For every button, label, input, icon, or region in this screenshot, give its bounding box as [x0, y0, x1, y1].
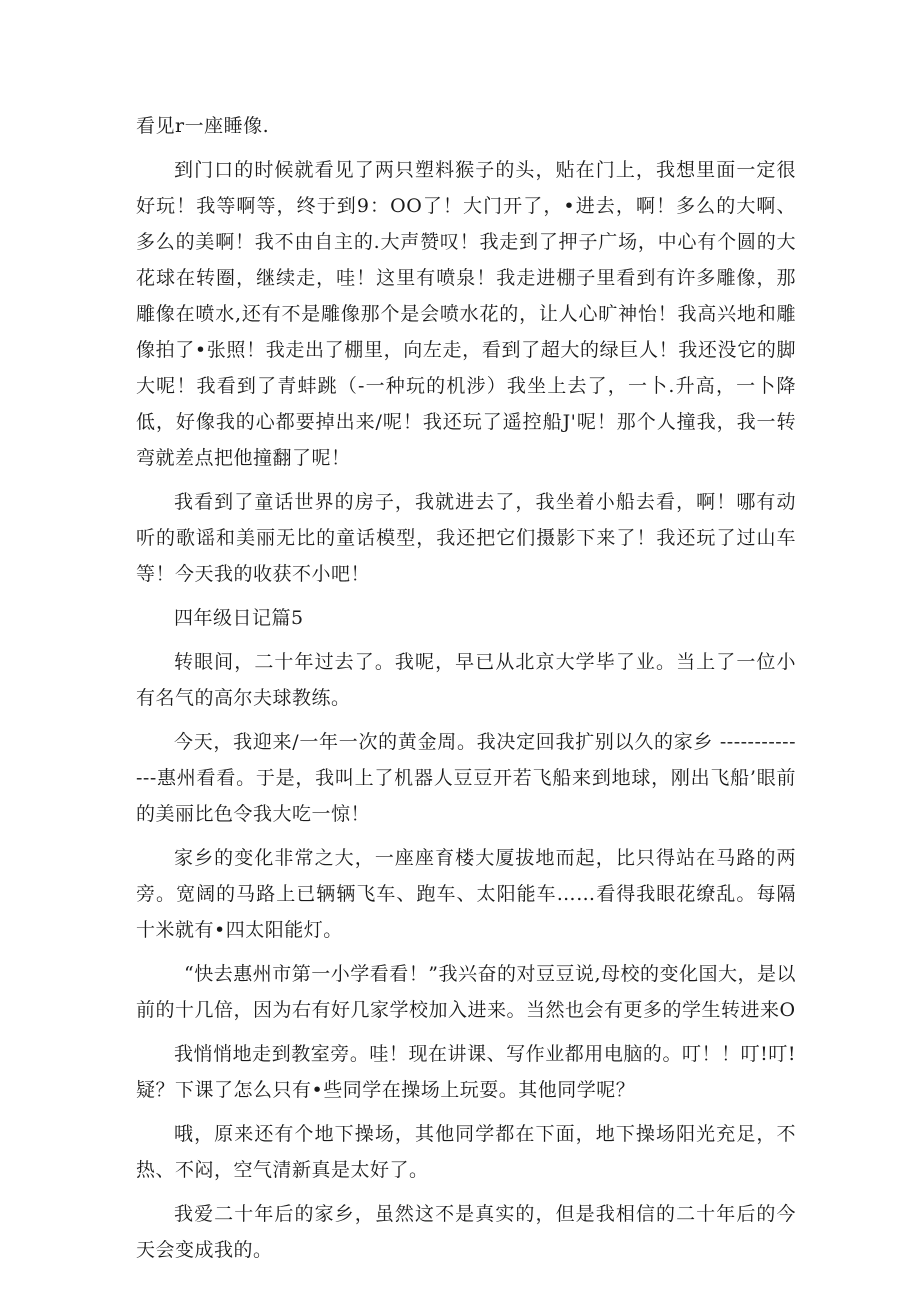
paragraph: 我看到了童话世界的房子，我就进去了，我坐着小船去看，啊！哪有动听的歌谣和美丽无比的童话模型，我还把它们摄影下来了！我还玩了过山车等！今天我的收获不小吧！	[136, 491, 796, 585]
paragraph: 看见r一座睡像.	[136, 115, 270, 137]
paragraph: “快去惠州市第一小学看看！”我兴奋的对豆豆说,母校的变化国大，是以前的十几倍，因为右有好几家学校加入进来。当然也会有更多的学生转进来O	[136, 963, 796, 1021]
document-body	[136, 108, 796, 1276]
paragraph: 转眼间，二十年过去了。我呢，早已从北京大学毕了业。当上了一位小有名气的高尔夫球教练。	[136, 651, 796, 709]
paragraph: 家乡的变化非常之大，一座座育楼大厦拔地而起，比只得站在马路的两旁。宽阔的马路上已辆辆飞车、跑车、太阳能车……看得我眼花缭乱。每隔十米就有•四太阳能灯。	[136, 847, 796, 941]
paragraph: 我悄悄地走到教室旁。哇！现在讲课、写作业都用电脑的。叮！！叮!叮!疑？下课了怎么只有•些同学在操场上玩耍。其他同学呢？	[136, 1043, 796, 1101]
section-heading: 四年级日记篇5	[174, 607, 304, 629]
paragraph: 我爱二十年后的家乡，虽然这不是真实的，但是我相信的二十年后的今天会变成我的。	[136, 1203, 796, 1261]
paragraph: 哦，原来还有个地下操场，其他同学都在下面，地下操场阳光充足，不热、不闷，空气清新真是太好了。	[136, 1123, 796, 1181]
paragraph: 今天，我迎来/一年一次的黄金周。我决定回我扩别以久的家乡 --------------惠州看看。于是，我叫上了机器人豆豆开若飞船来到地球，刚出飞船’眼前的美丽比色令我大吃一惊！	[136, 731, 796, 825]
paragraph: 到门口的时候就看见了两只塑料猴子的头，贴在门上，我想里面一定很好玩！我等啊等，终于到9：OO了！大门开了，•进去，啊！多么的大啊、多么的美啊！我不由自主的.大声赞叹！我走到了押子广场，中心有个圆的大花球在转圈，继续走，哇！这里有喷泉！我走进棚子里看到有许多雕像，那雕像在喷水,还有不是雕像那个是会喷水花的，让人心旷神怡！我高兴地和雕像拍了•张照！我走出了棚里，向左走，看到了超大的绿巨人！我还没它的脚大呢！我看到了青蚌跳（-一种玩的机涉）我坐上去了，一卜.升高，一卜降低，好像我的心都要掉出来/呢！我还玩了遥控船J'呢！那个人撞我，我一转弯就差点把他撞翻了呢！	[136, 159, 796, 469]
